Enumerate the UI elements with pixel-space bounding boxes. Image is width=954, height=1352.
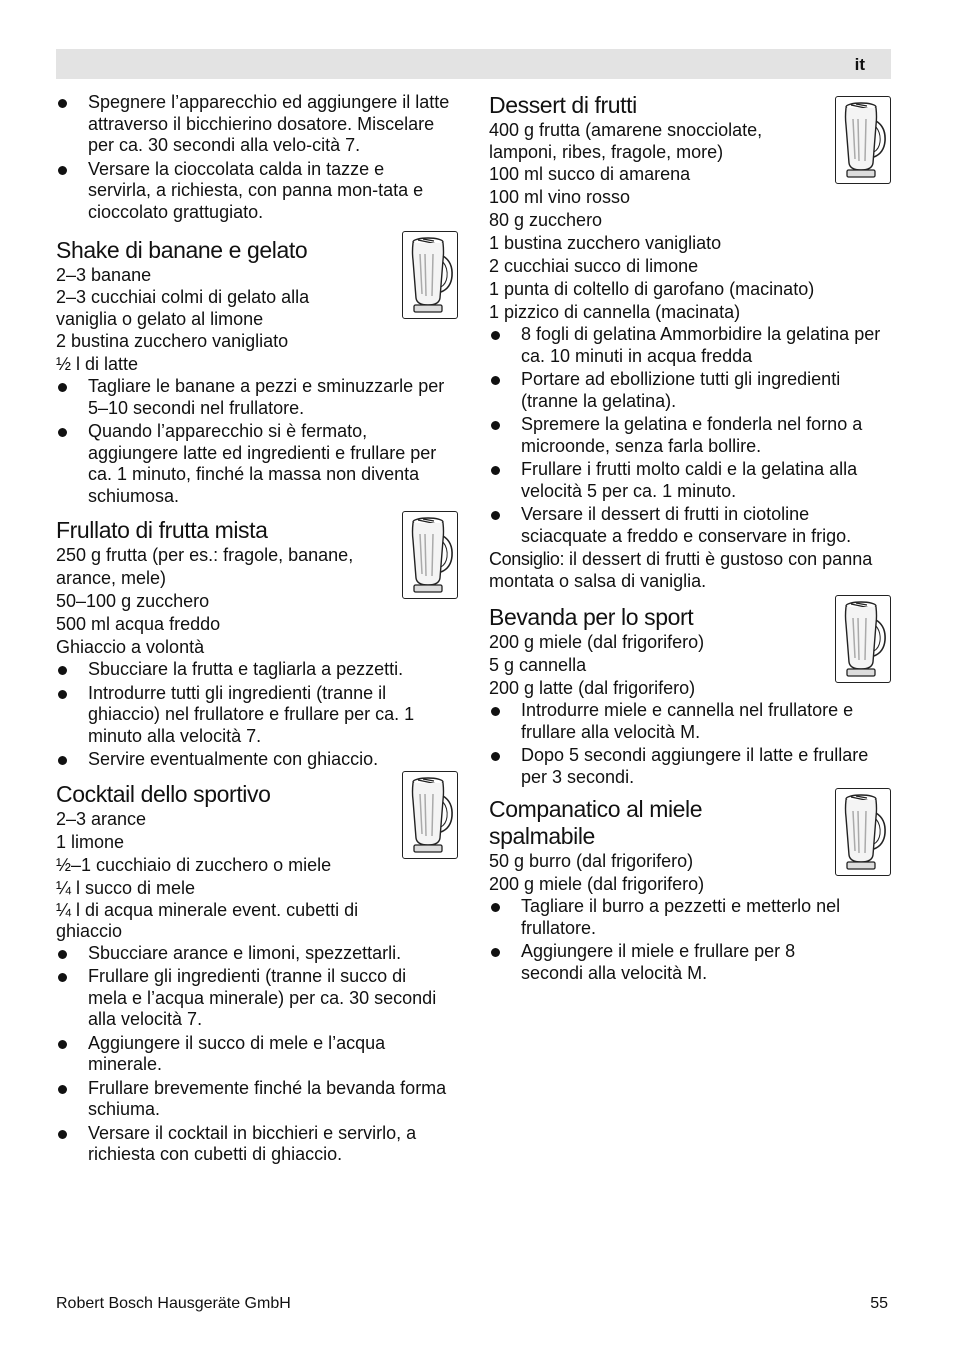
header-bar bbox=[56, 49, 891, 79]
bullet-icon bbox=[491, 511, 500, 520]
ingredient: 2 bustina zucchero vanigliato bbox=[56, 331, 289, 351]
bullet-icon bbox=[491, 948, 500, 957]
bullet-icon bbox=[58, 1085, 67, 1094]
ingredient: 5 g cannella bbox=[489, 655, 587, 675]
recipe-shake bbox=[56, 237, 456, 507]
recipe-title: Companatico al miele spalmabile bbox=[489, 796, 703, 849]
list-item: Aggiungere il miele e frullare per 8 secondi alla velocità M. bbox=[489, 941, 831, 984]
step-list bbox=[56, 376, 456, 507]
bullet-icon bbox=[58, 166, 67, 175]
bullet-icon bbox=[58, 1130, 67, 1139]
ingredient: 50–100 g zucchero bbox=[56, 591, 210, 611]
recipe-bevanda bbox=[489, 604, 891, 788]
recipe-cocktail bbox=[56, 781, 456, 1166]
tip-paragraph bbox=[489, 549, 879, 592]
ingredient: 2–3 arance bbox=[56, 808, 147, 829]
left-column bbox=[56, 92, 456, 1168]
recipe-dessert bbox=[489, 92, 891, 592]
list-item: Frullare gli ingredienti (tranne il succo di mela e l’acqua minerale) per ca. 30 secondi alla velocità 7. bbox=[56, 966, 438, 1031]
bullet-icon bbox=[58, 666, 67, 675]
language-label: it bbox=[854, 55, 865, 74]
tip-label: Consiglio: bbox=[489, 549, 565, 569]
ingredient: 200 g miele (dal frigorifero) bbox=[489, 632, 705, 652]
bullet-icon bbox=[58, 383, 67, 392]
list-item: Versare il dessert di frutti in ciotoline sciacquate a freddo e conservare in frigo. bbox=[489, 504, 891, 547]
bullet-icon bbox=[58, 756, 67, 765]
right-column bbox=[489, 92, 891, 986]
list-item: Quando l’apparecchio si è fermato, aggiungere latte ed ingredienti e frullare per ca. 1 minuto, finché la massa non diventa schiumosa. bbox=[56, 421, 453, 507]
ingredient: 250 g frutta (per es.: fragole, banane, arance, mele) bbox=[56, 545, 354, 588]
bullet-icon bbox=[491, 376, 500, 385]
bullet-icon bbox=[58, 428, 67, 437]
blender-icon bbox=[835, 595, 891, 683]
bullet-icon bbox=[58, 1040, 67, 1049]
ingredient: 2 cucchiai succo di limone bbox=[489, 256, 699, 276]
recipe-title: Shake di banane e gelato bbox=[56, 237, 308, 263]
ingredient-list bbox=[489, 631, 891, 700]
recipe-frullato bbox=[56, 517, 456, 771]
list-item: Versare la cioccolata calda in tazze e servirla, a richiesta, con panna mon-tata e cioccolato grattugiato. bbox=[56, 159, 448, 224]
bullet-icon bbox=[491, 707, 500, 716]
list-item: Sbucciare arance e limoni, spezzettarli. bbox=[56, 943, 456, 965]
list-item: Frullare i frutti molto caldi e la gelatina alla velocità 5 per ca. 1 minuto. bbox=[489, 459, 891, 502]
bullet-icon bbox=[491, 421, 500, 430]
list-item: Spremere la gelatina e fonderla nel forno a microonde, senza farla bollire. bbox=[489, 414, 906, 457]
recipe-title: Bevanda per lo sport bbox=[489, 604, 694, 630]
ingredient: ¼ l succo di mele bbox=[56, 877, 196, 898]
ingredient: 2–3 cucchiai colmi di gelato alla vaniglia o gelato al limone bbox=[56, 287, 310, 329]
page-number: 55 bbox=[870, 1295, 888, 1312]
ingredient: 1 pizzico di cannella (macinata) bbox=[489, 302, 741, 322]
tip-text: il dessert di frutti è gustoso con panna montata o salsa di vaniglia. bbox=[489, 549, 873, 591]
ingredient: 100 ml vino rosso bbox=[489, 187, 631, 207]
bullet-icon bbox=[491, 331, 500, 340]
list-item: Tagliare le banane a pezzi e sminuzzarle per 5–10 secondi nel frullatore. bbox=[56, 376, 456, 419]
step-list bbox=[489, 896, 891, 984]
recipe-title: Dessert di frutti bbox=[489, 92, 637, 118]
bullet-icon bbox=[58, 950, 67, 959]
list-item: Tagliare il burro a pezzetti e metterlo nel frullatore. bbox=[489, 896, 866, 939]
list-item: Spegnere l’apparecchio ed aggiungere il latte attraverso il bicchierino dosatore. Miscelare per ca. 30 secondi alla velo-cità 7. bbox=[56, 92, 458, 157]
ingredient: 400 g frutta (amarene snocciolate, lamponi, ribes, fragole, more) bbox=[489, 120, 763, 162]
ingredient-list bbox=[56, 544, 396, 659]
intro-steps bbox=[56, 92, 456, 223]
list-item: Sbucciare la frutta e tagliarla a pezzetti. bbox=[56, 659, 456, 681]
list-item: Versare il cocktail in bicchieri e servirlo, a richiesta con cubetti di ghiaccio. bbox=[56, 1123, 453, 1166]
ingredient: 1 punta di coltello di garofano (macinato) bbox=[489, 279, 815, 299]
ingredient-list bbox=[56, 808, 386, 943]
ingredient: 100 ml succo di amarena bbox=[489, 164, 691, 184]
list-item: Introdurre miele e cannella nel frullatore e frullare alla velocità M. bbox=[489, 700, 891, 743]
footer-company: Robert Bosch Hausgeräte GmbH bbox=[56, 1295, 291, 1312]
bullet-icon bbox=[491, 752, 500, 761]
blender-icon bbox=[835, 96, 891, 184]
blender-icon bbox=[402, 231, 458, 319]
bullet-icon bbox=[58, 690, 67, 699]
bullet-icon bbox=[58, 973, 67, 982]
ingredient: 200 g miele (dal frigorifero) bbox=[489, 874, 705, 894]
bullet-icon bbox=[491, 466, 500, 475]
ingredient: 50 g burro (dal frigorifero) bbox=[489, 851, 694, 871]
ingredient-list bbox=[489, 850, 891, 896]
recipe-title: Frullato di frutta mista bbox=[56, 517, 268, 543]
ingredient: ½–1 cucchiaio di zucchero o miele bbox=[56, 854, 332, 875]
blender-icon bbox=[835, 788, 891, 876]
list-item: 8 fogli di gelatina Ammorbidire la gelatina per ca. 10 minuti in acqua fredda bbox=[489, 324, 891, 367]
step-list bbox=[56, 943, 456, 1166]
ingredient: 200 g latte (dal frigorifero) bbox=[489, 678, 696, 698]
ingredient: 1 limone bbox=[56, 831, 125, 852]
ingredient: 80 g zucchero bbox=[489, 210, 603, 230]
ingredient: 500 ml acqua freddo bbox=[56, 614, 221, 634]
ingredient: 2–3 banane bbox=[56, 265, 152, 285]
list-item: Introdurre tutti gli ingredienti (tranne il ghiaccio) nel frullatore e frullare per ca. 1 minuto alla velocità 7. bbox=[56, 683, 433, 748]
blender-icon bbox=[402, 771, 458, 859]
ingredient-list bbox=[489, 119, 891, 324]
step-list bbox=[489, 700, 891, 788]
list-item: Frullare brevemente finché la bevanda forma schiuma. bbox=[56, 1078, 448, 1121]
recipe-companatico bbox=[489, 796, 891, 984]
ingredient: 1 bustina zucchero vanigliato bbox=[489, 233, 722, 253]
list-item: Aggiungere il succo di mele e l’acqua minerale. bbox=[56, 1033, 438, 1076]
ingredient: ½ l di latte bbox=[56, 354, 139, 374]
list-item: Portare ad ebollizione tutti gli ingredienti (tranne la gelatina). bbox=[489, 369, 891, 412]
step-list bbox=[56, 659, 456, 771]
step-list bbox=[489, 324, 891, 547]
recipe-title: Cocktail dello sportivo bbox=[56, 780, 271, 807]
blender-icon bbox=[402, 511, 458, 599]
list-item: Servire eventualmente con ghiaccio. bbox=[56, 749, 456, 771]
ingredient: ¼ l di acqua minerale event. cubetti di ghiaccio bbox=[56, 899, 359, 941]
ingredient-list bbox=[56, 264, 356, 376]
list-item: Dopo 5 secondi aggiungere il latte e frullare per 3 secondi. bbox=[489, 745, 871, 788]
bullet-icon bbox=[58, 99, 67, 108]
ingredient: Ghiaccio a volontà bbox=[56, 637, 205, 657]
bullet-icon bbox=[491, 903, 500, 912]
